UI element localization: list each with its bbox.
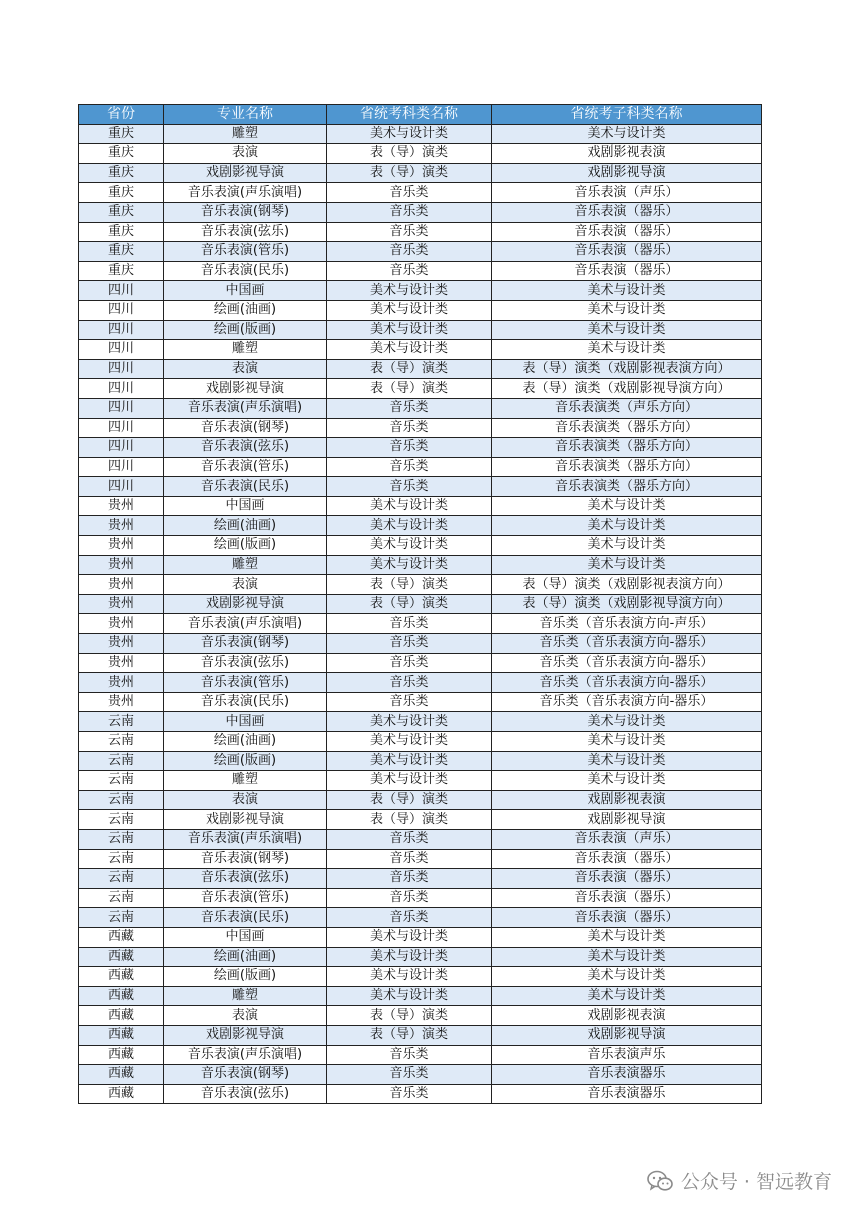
cell-major-name: 戏剧影视导演: [164, 594, 327, 614]
cell-exam-category: 美术与设计类: [327, 340, 492, 360]
cell-major-name: 音乐表演(民乐): [164, 692, 327, 712]
table-row: [79, 829, 762, 849]
cell-major-name: 表演: [164, 359, 327, 379]
cell-exam-category: 美术与设计类: [327, 496, 492, 516]
cell-province: 贵州: [79, 575, 164, 595]
table-row: [79, 732, 762, 752]
table-row: [79, 1006, 762, 1026]
cell-exam-category: 表（导）演类: [327, 575, 492, 595]
cell-province: 西藏: [79, 1065, 164, 1085]
cell-exam-category: 美术与设计类: [327, 986, 492, 1006]
cell-major-name: 音乐表演(弦乐): [164, 653, 327, 673]
cell-exam-subcategory: 音乐表演类（声乐方向）: [492, 398, 762, 418]
cell-province: 云南: [79, 908, 164, 928]
table-row: [79, 849, 762, 869]
cell-exam-subcategory: 音乐类（音乐表演方向-器乐）: [492, 653, 762, 673]
cell-exam-category: 音乐类: [327, 869, 492, 889]
cell-exam-category: 表（导）演类: [327, 379, 492, 399]
table-row: [79, 418, 762, 438]
table-row: [79, 927, 762, 947]
cell-major-name: 绘画(版画): [164, 967, 327, 987]
cell-major-name: 音乐表演(弦乐): [164, 1084, 327, 1104]
cell-major-name: 音乐表演(声乐演唱): [164, 398, 327, 418]
table-row: [79, 967, 762, 987]
cell-province: 四川: [79, 398, 164, 418]
table-row: [79, 810, 762, 830]
cell-province: 四川: [79, 281, 164, 301]
cell-major-name: 中国画: [164, 281, 327, 301]
cell-exam-subcategory: 音乐类（音乐表演方向-器乐）: [492, 634, 762, 654]
cell-exam-subcategory: 美术与设计类: [492, 320, 762, 340]
table-body: [79, 124, 762, 1104]
cell-province: 贵州: [79, 692, 164, 712]
cell-province: 西藏: [79, 1006, 164, 1026]
cell-province: 贵州: [79, 536, 164, 556]
header-province: 省份: [79, 105, 164, 125]
cell-province: 西藏: [79, 1025, 164, 1045]
cell-exam-category: 音乐类: [327, 222, 492, 242]
cell-exam-subcategory: 音乐表演器乐: [492, 1065, 762, 1085]
cell-major-name: 绘画(版画): [164, 536, 327, 556]
cell-exam-category: 音乐类: [327, 908, 492, 928]
cell-province: 西藏: [79, 1045, 164, 1065]
table-row: [79, 555, 762, 575]
cell-province: 四川: [79, 477, 164, 497]
cell-province: 四川: [79, 438, 164, 458]
cell-exam-subcategory: 音乐类（音乐表演方向-器乐）: [492, 692, 762, 712]
table-row: [79, 261, 762, 281]
cell-exam-category: 音乐类: [327, 438, 492, 458]
cell-major-name: 音乐表演(钢琴): [164, 849, 327, 869]
table-row: [79, 340, 762, 360]
cell-major-name: 戏剧影视导演: [164, 1025, 327, 1045]
cell-exam-subcategory: 音乐表演（声乐）: [492, 183, 762, 203]
table-row: [79, 516, 762, 536]
cell-province: 云南: [79, 732, 164, 752]
cell-exam-subcategory: 戏剧影视导演: [492, 1025, 762, 1045]
cell-major-name: 音乐表演(钢琴): [164, 202, 327, 222]
cell-province: 四川: [79, 418, 164, 438]
cell-province: 重庆: [79, 202, 164, 222]
cell-exam-category: 美术与设计类: [327, 320, 492, 340]
cell-major-name: 表演: [164, 1006, 327, 1026]
cell-major-name: 音乐表演(管乐): [164, 457, 327, 477]
cell-exam-category: 美术与设计类: [327, 536, 492, 556]
cell-exam-subcategory: 美术与设计类: [492, 732, 762, 752]
cell-exam-category: 音乐类: [327, 634, 492, 654]
cell-major-name: 中国画: [164, 496, 327, 516]
cell-exam-category: 美术与设计类: [327, 947, 492, 967]
cell-exam-category: 音乐类: [327, 829, 492, 849]
cell-exam-category: 音乐类: [327, 1045, 492, 1065]
header-major-name: 专业名称: [164, 105, 327, 125]
cell-exam-category: 表（导）演类: [327, 1025, 492, 1045]
cell-major-name: 雕塑: [164, 771, 327, 791]
cell-exam-category: 音乐类: [327, 202, 492, 222]
cell-major-name: 音乐表演(民乐): [164, 261, 327, 281]
cell-exam-category: 音乐类: [327, 888, 492, 908]
cell-exam-category: 表（导）演类: [327, 1006, 492, 1026]
cell-exam-category: 美术与设计类: [327, 732, 492, 752]
cell-province: 西藏: [79, 1084, 164, 1104]
cell-province: 云南: [79, 829, 164, 849]
cell-exam-subcategory: 美术与设计类: [492, 986, 762, 1006]
cell-exam-category: 音乐类: [327, 261, 492, 281]
table-row: [79, 398, 762, 418]
cell-major-name: 雕塑: [164, 555, 327, 575]
table-row: [79, 379, 762, 399]
cell-major-name: 音乐表演(钢琴): [164, 418, 327, 438]
cell-province: 贵州: [79, 614, 164, 634]
cell-major-name: 绘画(油画): [164, 732, 327, 752]
cell-exam-category: 表（导）演类: [327, 144, 492, 164]
table-row: [79, 908, 762, 928]
cell-province: 四川: [79, 320, 164, 340]
cell-major-name: 音乐表演(声乐演唱): [164, 614, 327, 634]
cell-major-name: 音乐表演(钢琴): [164, 1065, 327, 1085]
cell-exam-category: 表（导）演类: [327, 594, 492, 614]
cell-province: 西藏: [79, 927, 164, 947]
cell-exam-category: 美术与设计类: [327, 555, 492, 575]
cell-exam-category: 音乐类: [327, 692, 492, 712]
cell-province: 四川: [79, 379, 164, 399]
cell-exam-category: 美术与设计类: [327, 751, 492, 771]
cell-exam-subcategory: 表（导）演类（戏剧影视导演方向）: [492, 379, 762, 399]
cell-exam-category: 音乐类: [327, 1084, 492, 1104]
table-row: [79, 457, 762, 477]
table-row: [79, 163, 762, 183]
cell-exam-subcategory: 音乐表演（器乐）: [492, 222, 762, 242]
cell-major-name: 雕塑: [164, 986, 327, 1006]
cell-exam-category: 美术与设计类: [327, 124, 492, 144]
cell-major-name: 雕塑: [164, 124, 327, 144]
table-row: [79, 594, 762, 614]
cell-exam-subcategory: 音乐表演声乐: [492, 1045, 762, 1065]
cell-exam-subcategory: 表（导）演类（戏剧影视表演方向）: [492, 359, 762, 379]
table-row: [79, 771, 762, 791]
cell-province: 云南: [79, 849, 164, 869]
table-header-row: [79, 105, 762, 125]
cell-exam-subcategory: 音乐表演（器乐）: [492, 849, 762, 869]
cell-exam-category: 美术与设计类: [327, 281, 492, 301]
table-row: [79, 692, 762, 712]
cell-exam-subcategory: 音乐表演（声乐）: [492, 829, 762, 849]
cell-exam-category: 美术与设计类: [327, 712, 492, 732]
cell-exam-subcategory: 音乐表演类（器乐方向）: [492, 438, 762, 458]
header-exam-subcategory: 省统考子科类名称: [492, 105, 762, 125]
table-row: [79, 477, 762, 497]
cell-exam-category: 音乐类: [327, 457, 492, 477]
cell-province: 云南: [79, 790, 164, 810]
cell-major-name: 戏剧影视导演: [164, 163, 327, 183]
cell-province: 云南: [79, 751, 164, 771]
cell-exam-subcategory: 音乐表演类（器乐方向）: [492, 418, 762, 438]
table-row: [79, 359, 762, 379]
cell-province: 西藏: [79, 986, 164, 1006]
cell-exam-subcategory: 美术与设计类: [492, 340, 762, 360]
cell-province: 贵州: [79, 516, 164, 536]
cell-province: 重庆: [79, 163, 164, 183]
cell-province: 重庆: [79, 144, 164, 164]
table-row: [79, 1045, 762, 1065]
table-row: [79, 790, 762, 810]
cell-province: 云南: [79, 810, 164, 830]
cell-major-name: 音乐表演(民乐): [164, 908, 327, 928]
cell-major-name: 绘画(油画): [164, 300, 327, 320]
table-row: [79, 202, 762, 222]
cell-major-name: 音乐表演(钢琴): [164, 634, 327, 654]
cell-province: 贵州: [79, 673, 164, 693]
cell-exam-subcategory: 音乐类（音乐表演方向-声乐）: [492, 614, 762, 634]
cell-exam-subcategory: 戏剧影视导演: [492, 810, 762, 830]
table-row: [79, 281, 762, 301]
cell-exam-subcategory: 音乐表演（器乐）: [492, 869, 762, 889]
cell-exam-category: 美术与设计类: [327, 300, 492, 320]
major-category-table: [78, 104, 762, 1104]
cell-exam-subcategory: 美术与设计类: [492, 124, 762, 144]
cell-major-name: 音乐表演(声乐演唱): [164, 183, 327, 203]
cell-province: 贵州: [79, 634, 164, 654]
table-row: [79, 496, 762, 516]
cell-exam-category: 音乐类: [327, 849, 492, 869]
cell-province: 四川: [79, 340, 164, 360]
cell-province: 重庆: [79, 124, 164, 144]
cell-major-name: 音乐表演(声乐演唱): [164, 829, 327, 849]
cell-major-name: 音乐表演(弦乐): [164, 869, 327, 889]
cell-province: 四川: [79, 359, 164, 379]
cell-exam-subcategory: 美术与设计类: [492, 751, 762, 771]
cell-exam-subcategory: 音乐表演（器乐）: [492, 202, 762, 222]
cell-major-name: 音乐表演(弦乐): [164, 222, 327, 242]
cell-province: 云南: [79, 888, 164, 908]
cell-province: 云南: [79, 771, 164, 791]
cell-major-name: 表演: [164, 575, 327, 595]
cell-exam-category: 美术与设计类: [327, 967, 492, 987]
table-row: [79, 1065, 762, 1085]
cell-major-name: 绘画(版画): [164, 320, 327, 340]
table-row: [79, 183, 762, 203]
cell-exam-category: 美术与设计类: [327, 771, 492, 791]
cell-major-name: 音乐表演(管乐): [164, 673, 327, 693]
cell-major-name: 中国画: [164, 927, 327, 947]
cell-exam-subcategory: 音乐表演类（器乐方向）: [492, 457, 762, 477]
cell-province: 西藏: [79, 947, 164, 967]
cell-major-name: 雕塑: [164, 340, 327, 360]
cell-province: 重庆: [79, 242, 164, 262]
cell-province: 重庆: [79, 222, 164, 242]
table-row: [79, 986, 762, 1006]
table-row: [79, 888, 762, 908]
cell-major-name: 音乐表演(管乐): [164, 888, 327, 908]
cell-province: 四川: [79, 300, 164, 320]
table-row: [79, 536, 762, 556]
cell-exam-subcategory: 音乐表演器乐: [492, 1084, 762, 1104]
cell-exam-category: 音乐类: [327, 1065, 492, 1085]
cell-exam-subcategory: 美术与设计类: [492, 516, 762, 536]
cell-exam-subcategory: 表（导）演类（戏剧影视表演方向）: [492, 575, 762, 595]
table-row: [79, 242, 762, 262]
cell-exam-subcategory: 美术与设计类: [492, 712, 762, 732]
cell-exam-category: 美术与设计类: [327, 927, 492, 947]
cell-exam-category: 表（导）演类: [327, 359, 492, 379]
cell-major-name: 戏剧影视导演: [164, 379, 327, 399]
table-row: [79, 320, 762, 340]
table-row: [79, 438, 762, 458]
cell-exam-category: 美术与设计类: [327, 516, 492, 536]
cell-exam-subcategory: 美术与设计类: [492, 555, 762, 575]
cell-exam-subcategory: 美术与设计类: [492, 967, 762, 987]
cell-major-name: 绘画(油画): [164, 516, 327, 536]
cell-province: 贵州: [79, 653, 164, 673]
table-row: [79, 1025, 762, 1045]
cell-province: 贵州: [79, 496, 164, 516]
watermark-text: 公众号 · 智远教育: [680, 1171, 832, 1193]
cell-exam-subcategory: 音乐表演类（器乐方向）: [492, 477, 762, 497]
cell-exam-subcategory: 美术与设计类: [492, 281, 762, 301]
cell-exam-subcategory: 戏剧影视表演: [492, 790, 762, 810]
table-row: [79, 947, 762, 967]
cell-major-name: 表演: [164, 790, 327, 810]
table-row: [79, 653, 762, 673]
cell-exam-category: 表（导）演类: [327, 790, 492, 810]
table-row: [79, 673, 762, 693]
cell-province: 贵州: [79, 594, 164, 614]
cell-exam-category: 表（导）演类: [327, 163, 492, 183]
cell-province: 贵州: [79, 555, 164, 575]
table-row: [79, 575, 762, 595]
table-row: [79, 300, 762, 320]
cell-major-name: 绘画(油画): [164, 947, 327, 967]
cell-exam-subcategory: 音乐表演（器乐）: [492, 261, 762, 281]
cell-exam-subcategory: 美术与设计类: [492, 300, 762, 320]
table-row: [79, 751, 762, 771]
cell-exam-subcategory: 表（导）演类（戏剧影视导演方向）: [492, 594, 762, 614]
header-exam-category: 省统考科类名称: [327, 105, 492, 125]
cell-province: 重庆: [79, 183, 164, 203]
wechat-icon: [647, 1170, 673, 1192]
table-row: [79, 869, 762, 889]
cell-major-name: 绘画(版画): [164, 751, 327, 771]
cell-exam-category: 音乐类: [327, 242, 492, 262]
table-row: [79, 124, 762, 144]
cell-exam-category: 音乐类: [327, 673, 492, 693]
cell-exam-subcategory: 美术与设计类: [492, 947, 762, 967]
cell-major-name: 音乐表演(管乐): [164, 242, 327, 262]
cell-exam-subcategory: 音乐表演（器乐）: [492, 888, 762, 908]
cell-province: 西藏: [79, 967, 164, 987]
cell-major-name: 戏剧影视导演: [164, 810, 327, 830]
cell-province: 重庆: [79, 261, 164, 281]
cell-exam-category: 音乐类: [327, 653, 492, 673]
cell-exam-subcategory: 音乐类（音乐表演方向-器乐）: [492, 673, 762, 693]
cell-major-name: 表演: [164, 144, 327, 164]
cell-exam-category: 表（导）演类: [327, 810, 492, 830]
cell-major-name: 音乐表演(民乐): [164, 477, 327, 497]
cell-exam-subcategory: 戏剧影视导演: [492, 163, 762, 183]
cell-exam-subcategory: 美术与设计类: [492, 771, 762, 791]
cell-exam-subcategory: 戏剧影视表演: [492, 144, 762, 164]
cell-exam-subcategory: 美术与设计类: [492, 536, 762, 556]
watermark: [647, 1167, 832, 1194]
cell-exam-subcategory: 美术与设计类: [492, 927, 762, 947]
table-row: [79, 634, 762, 654]
table-row: [79, 222, 762, 242]
cell-major-name: 音乐表演(弦乐): [164, 438, 327, 458]
table-row: [79, 712, 762, 732]
table-row: [79, 1084, 762, 1104]
table-row: [79, 144, 762, 164]
cell-exam-subcategory: 美术与设计类: [492, 496, 762, 516]
cell-exam-subcategory: 音乐表演（器乐）: [492, 908, 762, 928]
cell-exam-category: 音乐类: [327, 477, 492, 497]
cell-exam-category: 音乐类: [327, 183, 492, 203]
cell-major-name: 中国画: [164, 712, 327, 732]
table-row: [79, 614, 762, 634]
cell-exam-subcategory: 戏剧影视表演: [492, 1006, 762, 1026]
cell-exam-category: 音乐类: [327, 614, 492, 634]
cell-province: 云南: [79, 712, 164, 732]
cell-province: 四川: [79, 457, 164, 477]
cell-major-name: 音乐表演(声乐演唱): [164, 1045, 327, 1065]
cell-exam-subcategory: 音乐表演（器乐）: [492, 242, 762, 262]
cell-exam-category: 音乐类: [327, 398, 492, 418]
cell-province: 云南: [79, 869, 164, 889]
cell-exam-category: 音乐类: [327, 418, 492, 438]
